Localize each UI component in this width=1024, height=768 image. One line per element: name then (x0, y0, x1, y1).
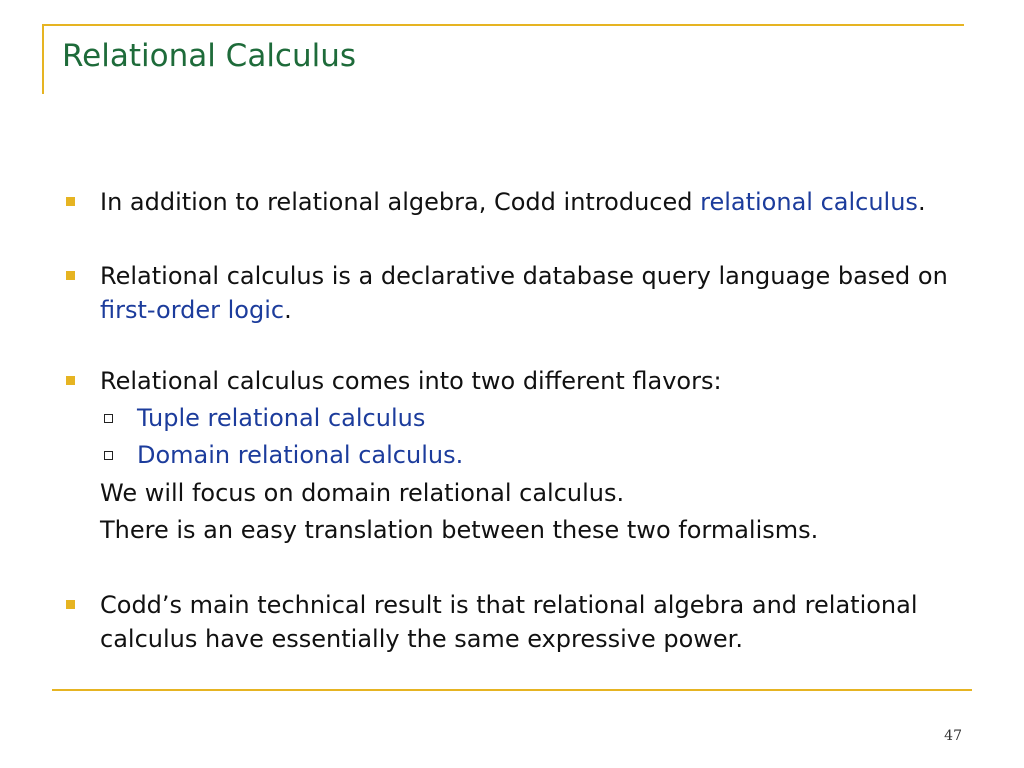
bullet-text-segment: Relational calculus comes into two different flavors: (100, 367, 722, 395)
sub-bullet-text: Tuple relational calculus (137, 404, 426, 432)
hollow-square-bullet-icon (104, 414, 113, 423)
bullet-highlight: first-order logic (100, 296, 285, 324)
bullet-text (100, 185, 960, 219)
square-bullet-icon (66, 271, 75, 280)
note-line-1: We will focus on domain relational calculus. (100, 479, 625, 507)
bullet-text-segment: In addition to relational algebra, Codd introduced (100, 188, 701, 216)
hollow-square-bullet-icon (104, 451, 113, 460)
square-bullet-icon (66, 197, 75, 206)
bullet-text (100, 259, 960, 327)
square-bullet-icon (66, 600, 75, 609)
bullet-text-segment: Relational calculus is a declarative database query language based on (100, 262, 948, 290)
bullet-text-segment: Codd’s main technical result is that relational algebra and relational calculus have essentially the same expressive power. (100, 591, 918, 653)
bullet-text-segment: . (917, 188, 926, 216)
slide-title: Relational Calculus (62, 38, 357, 74)
bullet-highlight: relational calculus (700, 188, 918, 216)
footer-rule (52, 689, 972, 691)
slide-frame-top-rule (42, 24, 964, 26)
square-bullet-icon (66, 376, 75, 385)
page-number: 47 (944, 728, 962, 744)
bullet-text-segment: . (284, 296, 292, 324)
bullet-text (100, 364, 960, 398)
note-line-2: There is an easy translation between these two formalisms. (100, 516, 819, 544)
sub-bullet-text: Domain relational calculus. (137, 441, 464, 469)
bullet-text (100, 588, 960, 656)
slide-frame-left-rule (42, 24, 44, 94)
